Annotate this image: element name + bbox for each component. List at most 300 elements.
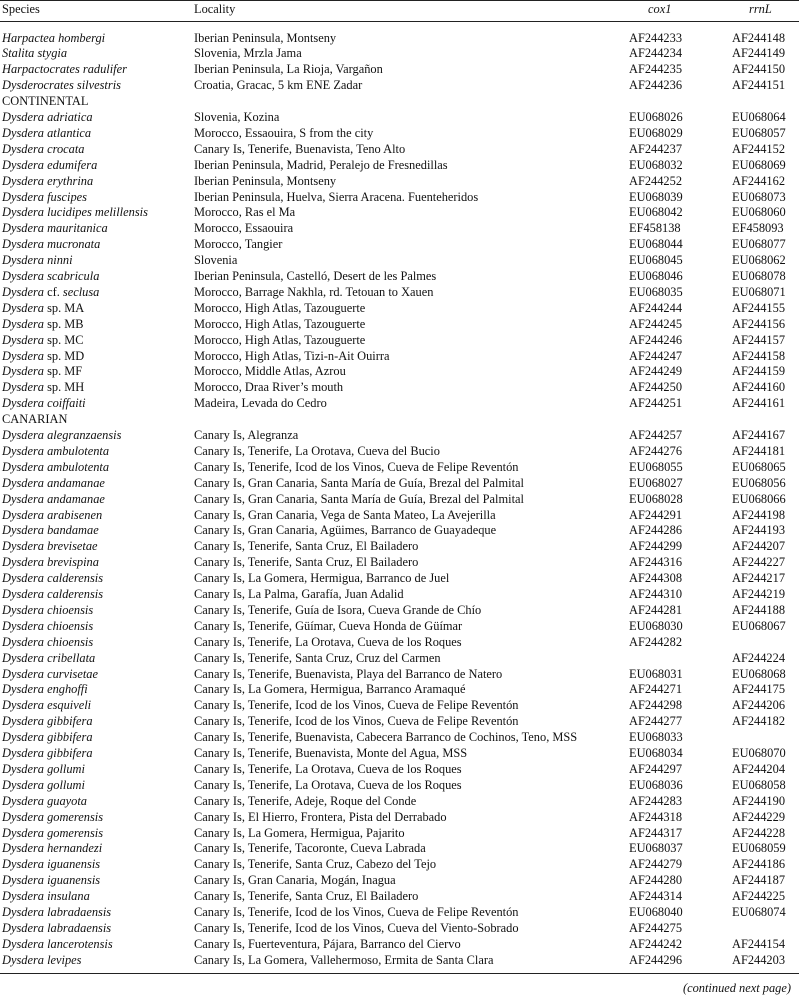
table-row: [0, 237, 799, 253]
species-cell: [2, 317, 84, 333]
species-qualifier: cf.: [43, 284, 63, 299]
locality-cell: Canary Is, Tenerife, Santa Cruz, El Bailadero: [194, 539, 419, 554]
species-cell: [2, 857, 100, 873]
table-row: [0, 730, 799, 746]
cox1-cell: AF244246: [629, 332, 683, 347]
cox1-cell: EU068036: [629, 777, 683, 792]
rrnl-cell: AF244190: [732, 793, 786, 808]
locality-cell: Morocco, High Atlas, Tazouguerte: [194, 332, 366, 347]
table-row: [0, 31, 799, 47]
locality-cell: Morocco, Essaouira, S from the city: [194, 125, 374, 140]
table-row: [0, 205, 799, 221]
species-name: Dysdera fuscipes: [2, 189, 87, 204]
species-cell: [2, 237, 100, 253]
rrnl-cell: AF244160: [732, 380, 786, 395]
species-name: Dysdera crocata: [2, 141, 85, 156]
section-label: CONTINENTAL: [2, 94, 89, 109]
section-label: CANARIAN: [2, 412, 68, 427]
locality-cell: Slovenia, Mrzla Jama: [194, 46, 302, 61]
locality-cell: Canary Is, Tenerife, Icod de los Vinos, Cueva de Felipe Reventón: [194, 459, 519, 474]
locality-cell: Canary Is, Tenerife, Tacoronte, Cueva Labrada: [194, 841, 426, 856]
species-name: Dysdera gibbifera: [2, 714, 93, 729]
rrnl-cell: AF244217: [732, 571, 786, 586]
locality-cell: Canary Is, Tenerife, Santa Cruz, El Bailadero: [194, 555, 419, 570]
rrnl-cell: EU068067: [732, 618, 786, 633]
cox1-cell: EU068031: [629, 666, 683, 681]
locality-cell: Canary Is, Tenerife, Buenavista, Cabecera Barranco de Cochinos, Teno, MSS: [194, 730, 578, 745]
rrnl-cell: AF244182: [732, 714, 786, 729]
cox1-cell: AF244282: [629, 634, 683, 649]
rrnl-cell: AF244150: [732, 62, 786, 77]
table-row: [0, 285, 799, 301]
table-row: [0, 349, 799, 365]
species-name: Dysdera lancerotensis: [2, 936, 113, 951]
rrnl-cell: AF244188: [732, 602, 786, 617]
table-row: [0, 714, 799, 730]
species-cell: [2, 571, 103, 587]
header-species: Species: [2, 2, 40, 16]
cox1-cell: EU068028: [629, 491, 683, 506]
species-cell: [2, 698, 91, 714]
rrnl-cell: EU068062: [732, 253, 786, 268]
locality-cell: Canary Is, Tenerife, Icod de los Vinos, Cueva de Felipe Reventón: [194, 905, 519, 919]
table-row: [0, 364, 799, 380]
table-row: [0, 317, 799, 333]
table-row: [0, 841, 799, 857]
cox1-cell: EU068042: [629, 205, 683, 220]
species-name: Dysdera: [2, 348, 44, 363]
species-cell: [2, 110, 93, 126]
rrnl-cell: AF244167: [732, 428, 786, 442]
locality-cell: Morocco, Barrage Nakhla, rd. Tetouan to Xauen: [194, 284, 434, 299]
species-name: Dysdera mauritanica: [2, 221, 108, 236]
species-cell: [2, 476, 105, 492]
cox1-cell: EU068033: [629, 730, 683, 745]
table-row: [0, 78, 799, 94]
cox1-cell: AF244298: [629, 698, 683, 713]
species-cell: [2, 730, 93, 746]
cox1-cell: AF244314: [629, 889, 683, 904]
rrnl-cell: AF244206: [732, 698, 786, 713]
species-cell: [2, 380, 84, 396]
table-row: [0, 555, 799, 571]
species-name: Dysdera edumifera: [2, 157, 98, 172]
locality-cell: Canary Is, La Gomera, Hermigua, Pajarito: [194, 825, 405, 840]
species-name: Dysdera labradaensis: [2, 920, 112, 935]
rrnl-cell: EU068059: [732, 841, 786, 856]
table-row: [0, 921, 799, 937]
table-row: [0, 953, 799, 969]
locality-cell: Canary Is, Alegranza: [194, 428, 299, 442]
continued-note: (continued next page): [682, 981, 791, 995]
species-name: Dysdera andamanae: [2, 491, 105, 506]
locality-cell: Canary Is, Tenerife, Buenavista, Playa del Barranco de Natero: [194, 666, 503, 681]
species-name: Dysdera chioensis: [2, 602, 94, 617]
cox1-cell: EF458138: [629, 221, 681, 236]
species-name: Dysdera gollumi: [2, 777, 85, 792]
species-cell: [2, 428, 121, 444]
species-cell: [2, 587, 103, 603]
locality-cell: Canary Is, Tenerife, Adeje, Roque del Conde: [194, 793, 417, 808]
rrnl-cell: EU068069: [732, 157, 786, 172]
table-row: [0, 810, 799, 826]
cox1-cell: AF244233: [629, 30, 683, 45]
locality-cell: Iberian Peninsula, Castelló, Desert de les Palmes: [194, 269, 437, 283]
cox1-cell: AF244286: [629, 523, 683, 538]
table-row: [0, 301, 799, 317]
locality-cell: Canary Is, Tenerife, La Orotava, Cueva de los Roques: [194, 777, 462, 792]
species-name: Dysdera lucidipes melillensis: [2, 205, 148, 220]
table-header: [0, 2, 799, 18]
locality-cell: Canary Is, La Gomera, Vallehermoso, Ermita de Santa Clara: [194, 952, 494, 967]
locality-cell: Canary Is, Gran Canaria, Vega de Santa Mateo, La Avejerilla: [194, 507, 496, 522]
rrnl-cell: AF244187: [732, 873, 786, 888]
species-name: Dysdera: [2, 300, 44, 315]
cox1-cell: EU068037: [629, 841, 683, 856]
table-row: [0, 651, 799, 667]
locality-cell: Canary Is, Gran Canaria, Mogán, Inagua: [194, 873, 396, 888]
species-qualifier: sp. MB: [43, 316, 84, 331]
species-name: Dysdera iguanensis: [2, 857, 101, 872]
species-cell: [2, 364, 82, 380]
cox1-cell: AF244234: [629, 46, 683, 61]
species-cell: [2, 142, 84, 158]
species-name: Dysdera ninni: [2, 253, 73, 268]
locality-cell: Morocco, Essaouira: [194, 221, 294, 236]
species-name: Dysderocrates silvestris: [2, 78, 121, 93]
locality-cell: Iberian Peninsula, Montseny: [194, 30, 337, 45]
rrnl-cell: AF244149: [732, 46, 786, 61]
rrnl-cell: AF244152: [732, 141, 786, 156]
locality-cell: Canary Is, Fuerteventura, Pájara, Barranco del Ciervo: [194, 936, 461, 951]
locality-cell: Morocco, Middle Atlas, Azrou: [194, 364, 346, 379]
cox1-cell: AF244281: [629, 602, 683, 617]
cox1-cell: AF244279: [629, 857, 683, 872]
species-cell: [2, 555, 99, 571]
species-name: Dysdera scabricula: [2, 269, 100, 283]
table-row: [0, 762, 799, 778]
locality-cell: Iberian Peninsula, Madrid, Peralejo de Fresnedillas: [194, 157, 448, 172]
rrnl-cell: AF244158: [732, 348, 786, 363]
species-epithet: seclusa: [62, 284, 100, 299]
species-cell: [2, 905, 111, 921]
rrnl-cell: AF244175: [732, 682, 786, 697]
species-name: Dysdera chioensis: [2, 618, 94, 633]
species-qualifier: sp. MC: [43, 332, 84, 347]
rrnl-cell: EU068074: [732, 905, 786, 919]
table-row: [0, 380, 799, 396]
locality-cell: Morocco, Tangier: [194, 237, 283, 252]
table-row: [0, 269, 799, 285]
locality-cell: Canary Is, Tenerife, Icod de los Vinos, Cueva de Felipe Reventón: [194, 714, 519, 729]
species-cell: [2, 746, 93, 762]
cox1-cell: EU068055: [629, 459, 683, 474]
cox1-cell: AF244277: [629, 714, 683, 729]
species-name: Dysdera gibbifera: [2, 730, 93, 745]
rrnl-cell: AF244198: [732, 507, 786, 522]
species-qualifier: sp. MD: [43, 348, 85, 363]
species-qualifier: sp. MH: [43, 380, 85, 395]
species-cell: [2, 269, 99, 285]
cox1-cell: AF244316: [629, 555, 683, 570]
species-cell: [2, 158, 97, 174]
species-cell: [2, 826, 103, 842]
species-name: Dysdera andamanae: [2, 475, 105, 490]
species-name: Dysdera enghoffi: [2, 682, 88, 697]
species-name: Dysdera brevisetae: [2, 539, 98, 554]
species-name: Dysdera cribellata: [2, 650, 96, 665]
cox1-cell: AF244250: [629, 380, 683, 395]
rrnl-cell: EU068057: [732, 125, 786, 140]
species-cell: [2, 523, 99, 539]
cox1-cell: EU068034: [629, 746, 683, 760]
cox1-cell: EU068035: [629, 284, 683, 299]
cox1-cell: AF244276: [629, 443, 683, 458]
table-row: [0, 110, 799, 126]
locality-cell: Canary Is, El Hierro, Frontera, Pista del Derrabado: [194, 809, 447, 824]
rrnl-cell: EU068070: [732, 746, 786, 760]
locality-cell: Morocco, High Atlas, Tazouguerte: [194, 300, 366, 315]
species-cell: [2, 396, 86, 412]
table-row: [0, 778, 799, 794]
table-row: [0, 126, 799, 142]
species-cell: [2, 810, 103, 826]
locality-cell: Canary Is, La Palma, Garafía, Juan Adalid: [194, 587, 404, 601]
species-cell: [2, 635, 93, 651]
rrnl-cell: EU068058: [732, 777, 786, 792]
cox1-cell: AF244291: [629, 507, 683, 522]
species-name: Dysdera adriatica: [2, 110, 93, 124]
species-cell: [2, 937, 113, 953]
rrnl-cell: EF458093: [732, 221, 784, 236]
species-cell: [2, 349, 84, 365]
rrnl-cell: AF244156: [732, 316, 786, 331]
species-qualifier: sp. MA: [43, 300, 85, 315]
cox1-cell: AF244235: [629, 62, 683, 77]
species-cell: [2, 762, 85, 778]
rrnl-cell: AF244148: [732, 30, 786, 45]
locality-cell: Iberian Peninsula, La Rioja, Vargañon: [194, 62, 383, 77]
rrnl-cell: EU068066: [732, 491, 786, 506]
table-row: [0, 635, 799, 651]
species-name: Dysdera: [2, 332, 44, 347]
table-row: [0, 333, 799, 349]
rrnl-cell: AF244224: [732, 650, 786, 665]
species-cell: [2, 794, 87, 810]
species-cell: [2, 841, 102, 857]
species-name: Dysdera: [2, 364, 44, 379]
locality-cell: Canary Is, Tenerife, Güímar, Cueva Honda de Güímar: [194, 618, 463, 633]
table-row: [0, 444, 799, 460]
locality-cell: Canary Is, Tenerife, Buenavista, Monte del Agua, MSS: [194, 746, 468, 760]
species-cell: [2, 492, 105, 508]
table-row: [0, 396, 799, 412]
table-row: [0, 857, 799, 873]
cox1-cell: EU068040: [629, 905, 683, 919]
cox1-cell: AF244242: [629, 936, 683, 951]
cox1-cell: EU068026: [629, 110, 683, 124]
table-row: [0, 523, 799, 539]
table-row: [0, 508, 799, 524]
cox1-cell: AF244271: [629, 682, 683, 697]
species-name: Dysdera ambulotenta: [2, 443, 110, 458]
top-rule: [0, 0, 799, 1]
species-cell: [2, 126, 91, 142]
table-row: [0, 476, 799, 492]
locality-cell: Canary Is, Tenerife, Santa Cruz, Cruz del Carmen: [194, 650, 441, 665]
species-name: Dysdera: [2, 284, 44, 299]
locality-cell: Croatia, Gracac, 5 km ENE Zadar: [194, 78, 363, 93]
table-row: [0, 158, 799, 174]
rrnl-cell: EU068065: [732, 459, 786, 474]
table-row: [0, 794, 799, 810]
table-row: [0, 492, 799, 508]
species-name: Dysdera brevispina: [2, 555, 99, 570]
species-cell: [2, 682, 88, 698]
species-cell: [2, 78, 121, 94]
species-name: Harpactea hombergi: [2, 30, 106, 45]
species-qualifier: sp. MF: [43, 364, 83, 379]
species-name: Stalita stygia: [2, 46, 68, 61]
species-name: Dysdera curvisetae: [2, 666, 98, 681]
cox1-cell: AF244280: [629, 873, 683, 888]
rrnl-cell: EU068077: [732, 237, 786, 252]
table-row: [0, 539, 799, 555]
table-row: [0, 62, 799, 78]
species-cell: [2, 285, 99, 301]
rrnl-cell: EU068078: [732, 269, 786, 283]
species-cell: [2, 651, 95, 667]
species-cell: [2, 667, 98, 683]
cox1-cell: AF244310: [629, 587, 683, 601]
rrnl-cell: AF244155: [732, 300, 786, 315]
cox1-cell: AF244237: [629, 141, 683, 156]
table-row: [0, 698, 799, 714]
cox1-cell: AF244244: [629, 300, 683, 315]
species-name: Dysdera calderensis: [2, 587, 104, 601]
locality-cell: Canary Is, Gran Canaria, Agüimes, Barranco de Guayadeque: [194, 523, 497, 538]
species-cell: [2, 221, 108, 237]
locality-cell: Madeira, Levada do Cedro: [194, 396, 327, 411]
species-name: Dysdera: [2, 316, 44, 331]
table-row: [0, 190, 799, 206]
cox1-cell: AF244299: [629, 539, 683, 554]
cox1-cell: AF244252: [629, 173, 683, 188]
cox1-cell: AF244318: [629, 809, 683, 824]
cox1-cell: AF244249: [629, 364, 683, 379]
cox1-cell: EU068044: [629, 237, 683, 252]
table-row: [0, 603, 799, 619]
cox1-cell: AF244275: [629, 920, 683, 935]
cox1-cell: AF244245: [629, 316, 683, 331]
rrnl-cell: AF244186: [732, 857, 786, 872]
locality-cell: Iberian Peninsula, Montseny: [194, 173, 337, 188]
locality-cell: Canary Is, La Gomera, Hermigua, Barranco de Juel: [194, 571, 450, 586]
header-cox1: cox1: [648, 2, 672, 16]
species-name: Dysdera ambulotenta: [2, 459, 110, 474]
species-name: Dysdera insulana: [2, 889, 90, 904]
species-name: Dysdera gomerensis: [2, 825, 104, 840]
rrnl-cell: EU068071: [732, 284, 786, 299]
species-cell: [2, 190, 87, 206]
cox1-cell: EU068032: [629, 157, 683, 172]
species-name: Dysdera chioensis: [2, 634, 94, 649]
table-row: [0, 619, 799, 635]
table-row: [0, 142, 799, 158]
rrnl-cell: AF244154: [732, 936, 786, 951]
species-name: Dysdera esquiveli: [2, 698, 92, 713]
table-row: [0, 46, 799, 62]
cox1-cell: AF244296: [629, 952, 683, 967]
locality-cell: Canary Is, La Gomera, Hermigua, Barranco Aramaqué: [194, 682, 466, 697]
species-name: Dysdera guayota: [2, 793, 87, 808]
table-row: [0, 873, 799, 889]
species-cell: [2, 301, 84, 317]
cox1-cell: AF244308: [629, 571, 683, 586]
rrnl-cell: AF244162: [732, 173, 786, 188]
species-cell: [2, 31, 105, 47]
species-name: Dysdera bandamae: [2, 523, 99, 538]
rrnl-cell: AF244159: [732, 364, 786, 379]
locality-cell: Canary Is, Tenerife, La Orotava, Cueva de los Roques: [194, 761, 462, 776]
species-cell: [2, 953, 81, 969]
table-row: [0, 460, 799, 476]
locality-cell: Canary Is, Tenerife, Icod de los Vinos, Cueva de Felipe Reventón: [194, 698, 519, 713]
table-row: [0, 826, 799, 842]
rrnl-cell: AF244219: [732, 587, 786, 601]
species-name: Dysdera iguanensis: [2, 873, 101, 888]
locality-cell: Morocco, High Atlas, Tizi-n-Ait Ouirra: [194, 348, 390, 363]
rrnl-cell: AF244161: [732, 396, 786, 411]
species-name: Dysdera gollumi: [2, 761, 85, 776]
section-heading: [0, 412, 799, 428]
species-cell: [2, 539, 98, 555]
table-row: [0, 571, 799, 587]
table-row: [0, 428, 799, 444]
species-cell: [2, 253, 73, 269]
locality-cell: Morocco, Ras el Ma: [194, 205, 296, 220]
rrnl-cell: AF244151: [732, 78, 786, 93]
species-cell: [2, 205, 148, 221]
locality-cell: Canary Is, Gran Canaria, Santa María de Guía, Brezal del Palmital: [194, 475, 524, 490]
species-name: Dysdera levipes: [2, 952, 82, 967]
cox1-cell: EU068030: [629, 618, 683, 633]
table-row: [0, 667, 799, 683]
species-name: Dysdera: [2, 380, 44, 395]
species-name: Dysdera atlantica: [2, 125, 92, 140]
species-cell: [2, 460, 109, 476]
cox1-cell: AF244236: [629, 78, 683, 93]
rrnl-cell: EU068056: [732, 475, 786, 490]
table-row: [0, 682, 799, 698]
species-cell: [2, 444, 109, 460]
species-cell: [2, 62, 127, 78]
species-name: Dysdera erythrina: [2, 173, 94, 188]
species-name: Dysdera alegranzaensis: [2, 428, 122, 442]
rrnl-cell: EU068068: [732, 666, 786, 681]
rrnl-cell: AF244229: [732, 809, 786, 824]
species-name: Dysdera gibbifera: [2, 746, 93, 760]
locality-cell: Canary Is, Tenerife, Santa Cruz, El Bailadero: [194, 889, 419, 904]
cox1-cell: EU068046: [629, 269, 683, 283]
species-name: Dysdera gomerensis: [2, 809, 104, 824]
locality-cell: Slovenia, Kozina: [194, 110, 280, 124]
section-heading: [0, 94, 799, 110]
species-name: Dysdera labradaensis: [2, 905, 112, 919]
table-row: [0, 587, 799, 603]
cox1-cell: AF244247: [629, 348, 683, 363]
rrnl-cell: AF244181: [732, 443, 786, 458]
